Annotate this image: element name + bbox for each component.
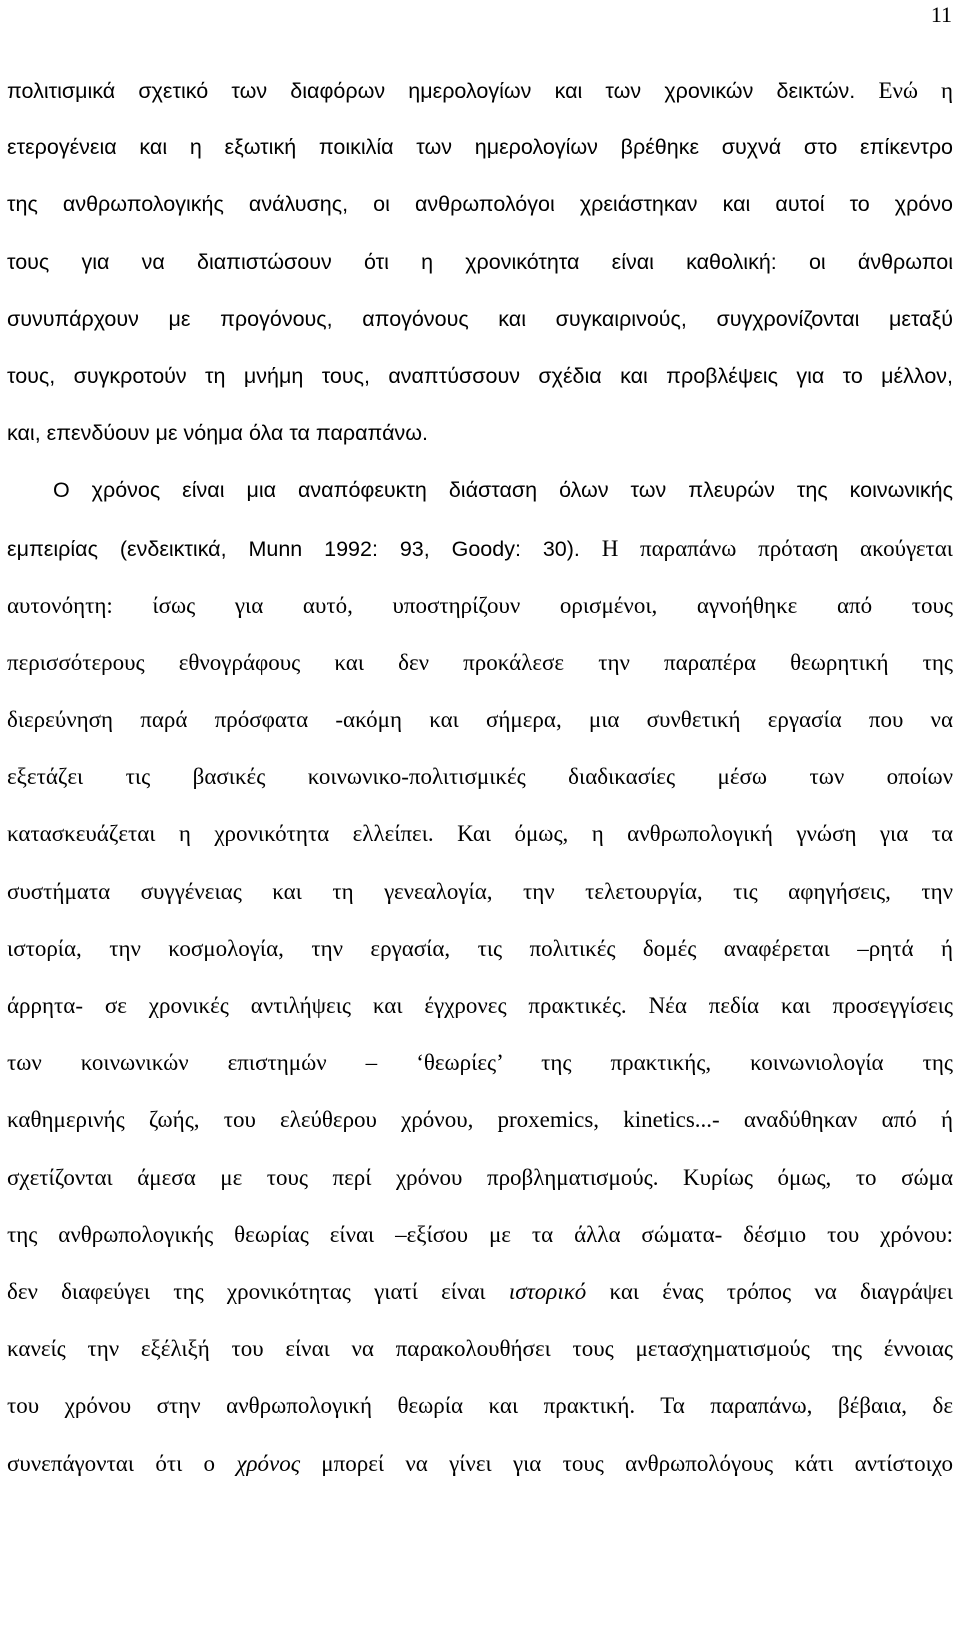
text-run: κατασκευάζεται η χρονικότητα ελλείπει. xyxy=(7,821,458,847)
text-run: Κυρίως όμως, το σώμα xyxy=(683,1164,953,1190)
text-line xyxy=(7,119,953,176)
text-line xyxy=(7,291,953,348)
text-run: ετερογένεια και η εξωτική ποικιλία των ημερολογίων βρέθηκε συχνά στο επίκεντρο xyxy=(7,135,953,160)
text-run: Η παραπάνω πρόταση ακούγεται xyxy=(601,535,953,561)
text-line xyxy=(7,176,953,233)
text-line xyxy=(7,1377,953,1434)
text-run: αυτονόητη: ίσως για αυτό, υποστηρίζουν ορισμένοι, αγνοήθηκε από τους xyxy=(7,592,953,618)
text-run: Τα παραπάνω, βέβαια, δε xyxy=(660,1393,953,1419)
text-line xyxy=(7,1435,953,1492)
text-run: εμπειρίας (ενδεικτικά, Munn 1992: 93, Goody: 30). xyxy=(7,536,602,561)
text-line xyxy=(7,62,953,119)
text-run: της ανθρωπολογικής θεωρίας είναι –εξίσου με τα άλλα σώματα- δέσμιο του χρόνου: xyxy=(7,1221,953,1247)
text-run: διερεύνηση παρά πρόσφατα -ακόμη και σήμερα, μια συνθετική εργασία που να xyxy=(7,707,953,733)
text-line xyxy=(7,1034,953,1091)
text-run: ιστορία, την κοσμολογία, την εργασία, τις πολιτικές δομές αναφέρεται –ρητά ή xyxy=(7,935,953,961)
text-line xyxy=(7,1263,953,1320)
text-line xyxy=(7,348,953,405)
text-run: Ενώ η xyxy=(878,78,953,103)
text-line xyxy=(7,1206,953,1263)
text-line xyxy=(7,1320,953,1377)
text-line xyxy=(7,805,953,862)
text-line xyxy=(7,520,953,577)
page-number: 11 xyxy=(930,2,952,27)
text-line xyxy=(7,863,953,920)
body-text xyxy=(7,62,953,1492)
text-line xyxy=(7,234,953,291)
text-line xyxy=(7,920,953,977)
text-run: της ανθρωπολογικής ανάλυσης, οι ανθρωπολόγοι χρειάστηκαν και αυτοί το χρόνο xyxy=(7,192,953,217)
text-run: Νέα πεδία και προσεγγίσεις xyxy=(648,993,953,1018)
text-line xyxy=(7,748,953,805)
text-run: κανείς την εξέλιξή του είναι να παρακολουθήσει τους μετασχηματισμούς της έννοιας xyxy=(7,1336,953,1362)
text-run: τους για να διαπιστώσουν ότι η χρονικότητα είναι καθολική: οι άνθρωποι xyxy=(7,249,953,274)
text-line xyxy=(7,577,953,634)
text-line xyxy=(7,1149,953,1206)
text-line xyxy=(7,691,953,748)
text-line xyxy=(7,405,953,462)
text-run: εξετάζει τις βασικές κοινωνικο-πολιτισμικές διαδικασίες μέσω των οποίων xyxy=(7,764,953,790)
text-run: μπορεί να γίνει για τους ανθρωπολόγους κάτι αντίστοιχο xyxy=(300,1450,954,1476)
text-line xyxy=(7,1091,953,1148)
text-run: δεν διαφεύγει της χρονικότητας γιατί είναι xyxy=(7,1278,509,1304)
text-line xyxy=(7,462,953,519)
text-run: καθημερινής ζωής, του ελεύθερου χρόνου, proxemics, kinetics...- αναδύθηκαν από ή xyxy=(7,1107,953,1133)
text-run: Και όμως, η ανθρωπολογική γνώση για τα xyxy=(457,821,953,847)
text-run: συστήματα συγγένειας και τη γενεαλογία, την τελετουργία, τις αφηγήσεις, την xyxy=(7,878,953,904)
text-run: άρρητα- σε χρονικές αντιλήψεις και έγχρονες πρακτικές. xyxy=(7,993,649,1018)
text-run: συνεπάγονται ότι ο xyxy=(7,1450,237,1476)
text-run: πολιτισμικά σχετικό των διαφόρων ημερολογίων και των χρονικών δεικτών. xyxy=(7,79,879,103)
emphasized-text: χρόνος xyxy=(236,1450,301,1476)
text-run: σχετίζονται άμεσα με τους περί χρόνου προβληματισμούς. xyxy=(7,1164,684,1190)
text-line xyxy=(7,634,953,691)
text-run: των κοινωνικών επιστημών – ‘θεωρίες’ της πρακτικής, κοινωνιολογία της xyxy=(7,1050,953,1076)
text-run: τους, συγκροτούν τη μνήμη τους, αναπτύσσουν σχέδια και προβλέψεις για το μέλλον, xyxy=(7,363,953,388)
text-run: Ο χρόνος είναι μια αναπόφευκτη διάσταση όλων των πλευρών της κοινωνικής xyxy=(53,478,953,503)
text-run: και ένας τρόπος να διαγράψει xyxy=(586,1278,953,1304)
text-run: συνυπάρχουν με προγόνους, απογόνους και συγκαιρινούς, συγχρονίζονται μεταξύ xyxy=(7,306,953,331)
text-run: και, επενδύουν με νόημα όλα τα παραπάνω. xyxy=(7,421,429,446)
text-run: περισσότερους εθνογράφους και δεν προκάλεσε την παραπέρα θεωρητική της xyxy=(7,649,953,675)
emphasized-text: ιστορικό xyxy=(508,1278,587,1304)
text-run: του χρόνου στην ανθρωπολογική θεωρία και πρακτική. xyxy=(7,1393,661,1419)
text-line xyxy=(7,977,953,1034)
